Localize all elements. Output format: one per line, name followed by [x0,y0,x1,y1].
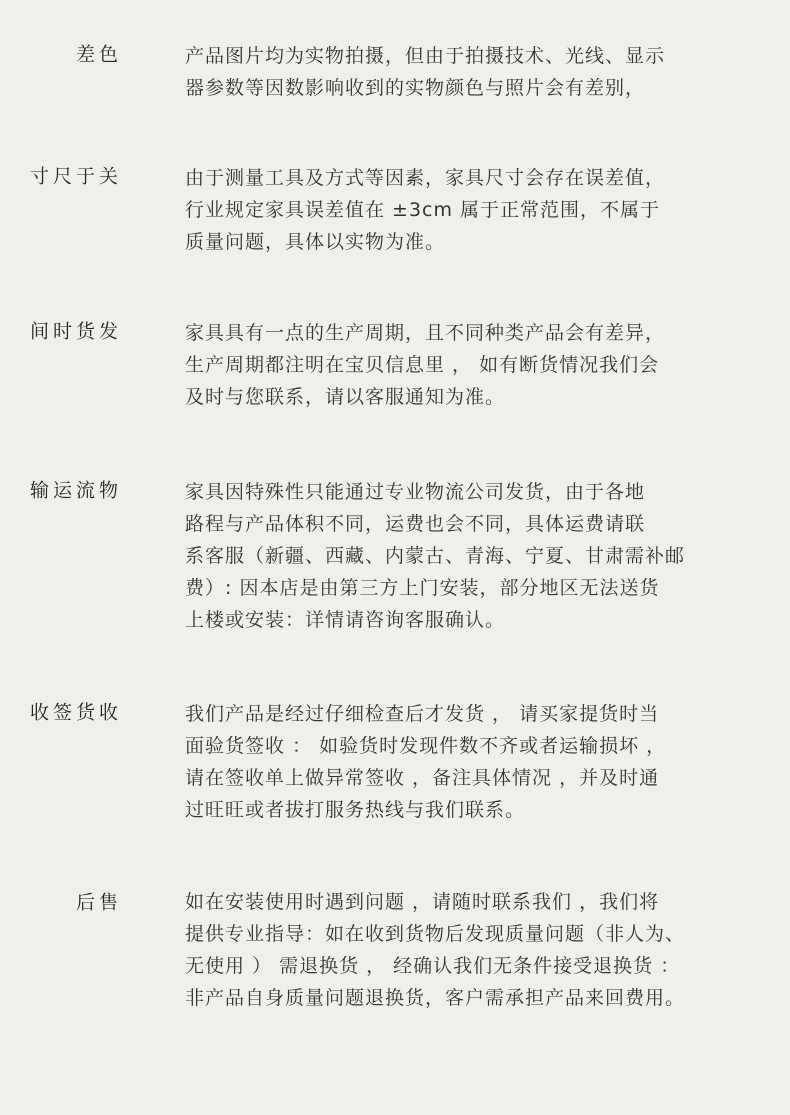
body-line: 如在安装使用时遇到问题 ，请随时联系我们 ，我们将 [185,891,660,913]
body-line: 行业规定家具误差值在 ±3cm 属于正常范围，不属于 [185,199,661,221]
section-body [185,698,715,826]
body-line: 质量问题，具体以实物为准。 [185,231,446,253]
body-line: 我们产品是经过仔细检查后才发货 ， 请买家提货时当 [185,703,660,725]
body-line: 路程与产品体积不同，运费也会不同，具体运费请联 [185,513,646,535]
body-line: 家具因特殊性只能通过专业物流公司发货，由于各地 [185,481,646,503]
section-heading: 收货签收 [27,702,118,721]
body-line: 无使用 ） 需退换货 ， 经确认我们无条件接受退换货 ： [185,955,681,977]
body-line: 请在签收单上做异常签收 ，备注具体情况 ，并及时通 [185,767,660,789]
body-line: 费）: 因本店是由第三方上门安装，部分地区无法送货 [185,577,660,599]
section-body [185,317,715,413]
section-body [185,886,715,1014]
body-line: 提供专业指导：如在收到货物后发现质量问题（非人为、 [185,923,686,945]
section-body [185,476,715,636]
body-line: 上楼或安装：详情请咨询客服确认。 [185,609,506,631]
body-line: 非产品自身质量问题退换货，客户需承担产品来回费用。 [185,987,686,1009]
section-heading: 物流运输 [27,480,118,499]
section-heading: 关于尺寸 [27,166,118,185]
section-heading: 发货时间 [27,321,118,340]
section-heading: 色差 [73,44,118,63]
body-line: 及时与您联系，请以客服通知为准。 [185,386,506,408]
body-line: 由于测量工具及方式等因素，家具尺寸会存在误差值， [185,167,666,189]
section-body [185,40,715,104]
body-line: 家具具有一点的生产周期，且不同种类产品会有差异， [185,322,666,344]
body-line: 器参数等因数影响收到的实物颜色与照片会有差别， [185,77,646,99]
body-line: 过旺旺或者拔打服务热线与我们联系。 [185,799,526,821]
body-line: 面验货签收 ： 如验货时发现件数不齐或者运输损坏 ， [185,735,667,757]
body-line: 生产周期都注明在宝贝信息里 ， 如有断货情况我们会 [185,354,660,376]
section-body [185,162,715,258]
body-line: 产品图片均为实物拍摄，但由于拍摄技术、光线、显示 [185,45,666,67]
body-line: 系客服（新疆、西藏、内蒙古、青海、宁夏、甘肃需补邮 [185,545,686,567]
section-heading: 售后 [73,892,118,911]
